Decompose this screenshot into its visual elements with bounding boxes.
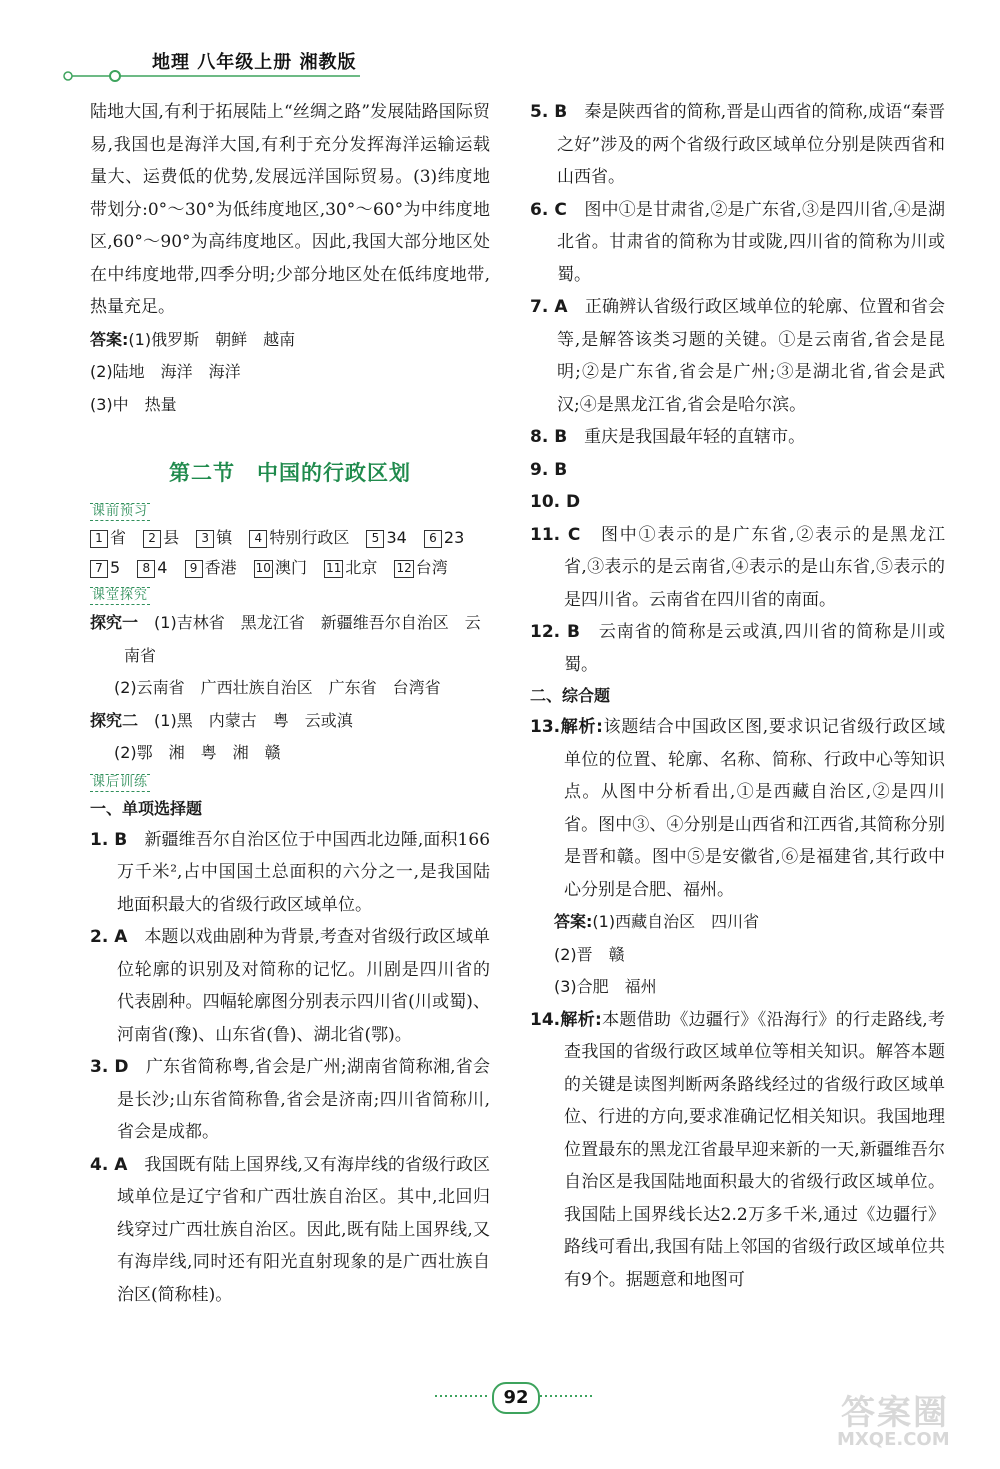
box-answer: 8 4 — [137, 558, 167, 577]
question-2: 2. A 本题以戏曲剧种为背景,考查对省级行政区域单位轮廓的识别及对简称的记忆。川剧是四川省的代表剧种。四幅轮廓图分别表示四川省(川或蜀)、河南省(豫)、山东省(鲁)、湖北省(鄂)。 — [90, 927, 490, 1045]
box-answer: 6 23 — [424, 528, 464, 547]
explore-block — [90, 607, 490, 770]
question-10: 10. D — [530, 492, 581, 512]
page-footer — [435, 1378, 595, 1428]
page-number: 92 — [492, 1382, 540, 1414]
intro-paragraph: 陆地大国,有利于拓展陆上“丝绸之路”发展陆路国际贸易,我国也是海洋大国,有利于充分发挥海洋运输运载量大、运费低的优势,发展远洋国际贸易。(3)纬度地带划分:0°～30°为低纬度地区,30°～60°为中纬度地区,60°～90°为高纬度地区。因此,我国大部分地区处在中纬度地带,四季分明;少部分地区处在低纬度地带,热量充足。 — [90, 102, 490, 317]
answer-line: (2)陆地 海洋 海洋 — [90, 362, 241, 381]
answer-block-1 — [90, 324, 490, 422]
explore-2-answer-a: (1)黑 内蒙古 粤 云或滇 — [154, 710, 353, 730]
box-answer: 12 台湾 — [396, 558, 448, 577]
page-header — [60, 44, 420, 94]
question-12: 12. B 云南省的简称是云或滇,四川省的简称是川或蜀。 — [530, 622, 946, 675]
box-answer: 3 镇 — [196, 528, 232, 547]
box-answer: 1 省 — [90, 528, 126, 547]
part-2-title: 二、综合题 — [530, 686, 611, 705]
explore-1-answer-a: (1)吉林省 黑龙江省 新疆维吾尔自治区 云南省 — [124, 613, 481, 665]
box-answer: 9 香港 — [185, 558, 237, 577]
answer-line: (3)中 热量 — [90, 394, 177, 414]
watermark-logo — [835, 1385, 985, 1465]
question-9: 9. B — [530, 459, 568, 480]
question-8: 8. B 重庆是我国最年轻的直辖市。 — [530, 427, 806, 447]
explore-2-answer-b: (2)鄂 湘 粤 湘 赣 — [114, 743, 281, 762]
question-7: 7. A 正确辨认省级行政区域单位的轮廓、位置和省会等,是解答该类习题的关键。①是云南省,省会是昆明;②是广东省,省会是广州;③是湖北省,省会是武汉;④是黑龙江省,省会是哈尔滨。 — [530, 297, 946, 415]
explore-2-title: 探究二 — [90, 710, 139, 730]
header-decoration-line — [60, 70, 360, 84]
answer-label: 答案: — [554, 912, 593, 931]
question-3: 3. D 广东省简称粤,省会是广州;湖南省简称湘,省会是长沙;山东省简称鲁,省会是济南;四川省简称川,省会是成都。 — [90, 1057, 490, 1142]
answer-line: (1)西藏自治区 四川省 — [592, 912, 760, 931]
question-13: 13.解析:该题结合中国政区图,要求识记省级行政区域单位的位置、轮廓、名称、简称、行政中心等知识点。从图中分析看出,①是西藏自治区,②是四川省。图中③、④分别是山西省和江西省,其简称分别是晋和赣。图中⑤是安徽省,⑥是福建省,其行政中心分别是合肥、福州。 — [530, 717, 945, 900]
book-title: 地理 八年级上册 湘教版 — [152, 52, 357, 73]
left-column — [90, 96, 490, 1311]
after-class-label: 课后训练 — [92, 774, 149, 790]
box-answer: 4 特别行政区 — [249, 528, 349, 547]
pre-study-label: 课前预习 — [92, 504, 149, 519]
answer-line: (3)合肥 福州 — [554, 977, 657, 996]
question-4: 4. A 我国既有陆上国界线,又有海岸线的省级行政区域单位是辽宁省和广西壮族自治区。其中,北回归线穿过广西壮族自治区。因此,既有陆上国界线,又有海岸线,同时还有阳光直射现象的是广西壮族自治区(简称桂)。 — [90, 1154, 490, 1305]
question-5: 5. B 秦是陕西省的简称,晋是山西省的简称,成语“秦晋之好”涉及的两个省级行政区域单位分别是陕西省和山西省。 — [530, 102, 945, 187]
answer-block-13 — [530, 906, 945, 1004]
question-11: 11. C 图中①表示的是广东省,②表示的是黑龙江省,③表示的是云南省,④表示的是山东省,⑤表示的是四川省。云南省在四川省的南面。 — [530, 524, 946, 610]
box-answer: 10 澳门 — [255, 558, 307, 577]
question-14: 14.解析:本题借助《边疆行》《沿海行》的行走路线,考查我国的省级行政区域单位等相关知识。解答本题的关键是读图判断两条路线经过的省级行政区域单位、行进的方向,要求准确记忆相关知识。我国地理位置最东的黑龙江省最早迎来新的一天,新疆维吾尔自治区是我国陆地面积最大的省级行政区域单位。我国陆上国界线长达2.2万多千米,通过《边疆行》路线可看出,我国有陆上邻国的省级行政区域单位共有9个。据题意和地图可 — [530, 1009, 945, 1290]
part-1-title: 一、单项选择题 — [90, 798, 203, 818]
watermark-url: MXQE.COM — [837, 1429, 950, 1450]
box-answer: 2 县 — [143, 528, 179, 547]
box-answer: 7 5 — [90, 558, 120, 577]
box-answer: 11 北京 — [326, 558, 378, 577]
pre-study-answers — [90, 523, 490, 583]
watermark-text: 答案圈 — [841, 1393, 949, 1433]
answer-line: (2)晋 赣 — [554, 944, 625, 964]
answer-line: (1)俄罗斯 朝鲜 越南 — [128, 329, 296, 349]
explore-1-title: 探究一 — [90, 613, 139, 632]
question-1: 1. B 新疆维吾尔自治区位于中国西北边陲,面积166万千米²,占中国国土总面积的六分之一,是我国陆地面积最大的省级行政区域单位。 — [90, 829, 491, 915]
right-column — [530, 96, 945, 1296]
box-answer: 5 34 — [366, 528, 406, 547]
class-explore-label: 课堂探究 — [92, 588, 149, 603]
explore-1-answer-b: (2)云南省 广西壮族自治区 广东省 台湾省 — [114, 678, 441, 697]
section-title: 第二节 中国的行政区划 — [169, 461, 411, 485]
answer-label: 答案: — [90, 329, 129, 349]
question-6: 6. C 图中①是甘肃省,②是广东省,③是四川省,④是湖北省。甘肃省的简称为甘或陇,四川省的简称为川或蜀。 — [530, 199, 946, 285]
